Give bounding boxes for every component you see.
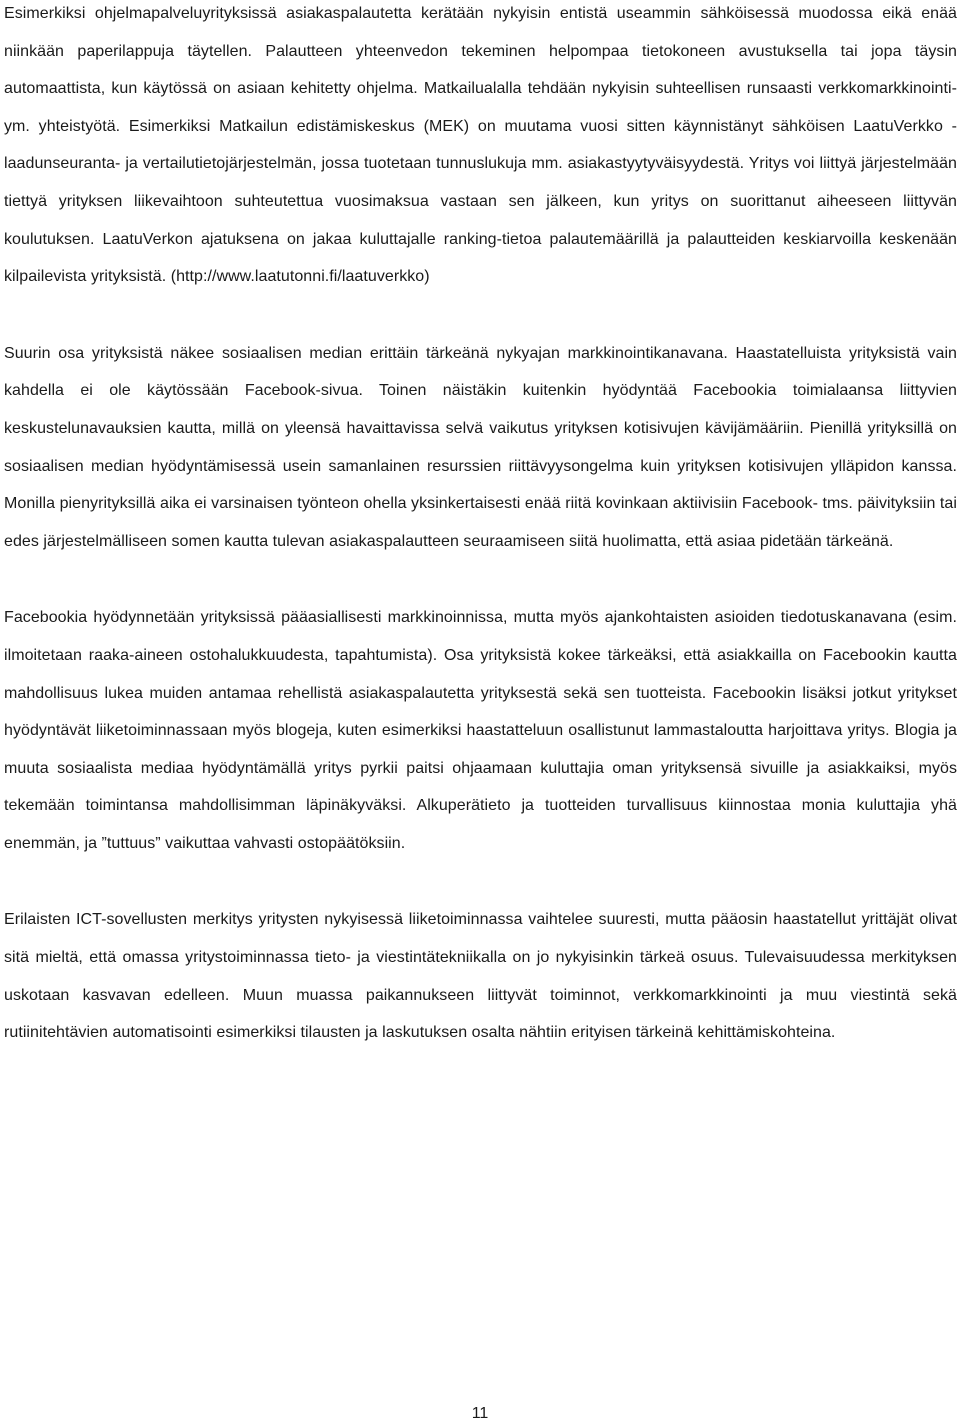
paragraph-facebook-usage: Facebookia hyödynnetään yrityksissä pääasiallisesti markkinoinnissa, mutta myös ajankohtaisten asioiden tiedotuskanavana (esim. ilmoitetaan raaka-aineen ostohalukkuudesta, tapahtumista). Osa yrityksistä kokee tärkeäksi, että asiakkailla on Facebookin kautta mahdollisuus lukea muiden antamaa rehellistä asiakaspalautetta yrityksestä sekä sen tuotteista. Facebookin lisäksi jotkut yritykset hyödyntävät liiketoiminnassaan myös blogeja, kuten esimerkiksi haastatteluun osallistunut lammastaloutta harjoittava yritys. Blogia ja muuta sosiaalista mediaa hyödyntämällä yritys pyrkii paitsi ohjaamaan kuluttajia oman yrityksensä sivuille ja asiakkaiksi, myös tekemään toimintansa mahdollisimman läpinäkyväksi. Alkuperätieto ja tuotteiden turvallisuus kiinnostaa monia kuluttajia yhä enemmän, ja ”tuttuus” vaikuttaa vahvasti ostopäätöksiin. — [4, 609, 957, 852]
document-body — [4, 0, 957, 1052]
page-number: 11 — [471, 1405, 489, 1422]
paragraph-gap — [4, 862, 957, 901]
paragraph-gap — [4, 296, 957, 335]
paragraph-feedback-collection: Esimerkiksi ohjelmapalveluyrityksissä asiakaspalautetta kerätään nykyisin entistä useammin sähköisessä muodossa eikä enää niinkään paperilappuja täytellen. Palautteen yhteenvedon tekeminen helpompaa tietokoneen avustuksella tai jopa täysin automaattista, kun käytössä on asiaan kehitetty ohjelma. Matkailualalla tehdään nykyisin suhteellisen runsaasti verkkomarkkinointi- ym. yhteistyötä. Esimerkiksi Matkailun edistämiskeskus (MEK) on muutama vuosi sitten käynnistänyt sähköisen LaatuVerkko -laadunseuranta- ja vertailutietojärjestelmän, jossa tuotetaan tunnuslukuja mm. asiakastyytyväisyydestä. Yritys voi liittyä järjestelmään tiettyä yrityksen liikevaihtoon suhteutettua vuosimaksua vastaan sen jälkeen, kun yritys on suorittanut aiheeseen liittyvän koulutuksen. LaatuVerkon ajatuksena on jakaa kuluttajalle ranking-tietoa palautemäärillä ja palautteiden keskiarvoilla keskenään kilpailevista yrityksistä. (http://www.laatutonni.fi/laatuverkko) — [4, 5, 957, 286]
paragraph-ict-applications: Erilaisten ICT-sovellusten merkitys yritysten nykyisessä liiketoiminnassa vaihtelee suuresti, mutta pääosin haastatellut yrittäjät olivat sitä mieltä, että omassa yritystoiminnassa tieto- ja viestintätekniikalla on jo nykyisinkin tärkeä osuus. Tulevaisuudessa merkityksen uskotaan kasvavan edelleen. Muun muassa paikannukseen liittyvät toiminnot, verkkomarkkinointi ja muu viestintä sekä rutiinitehtävien automatisointi esimerkiksi tilausten ja laskutuksen osalta nähtiin erityisen tärkeinä kehittämiskohteina. — [4, 911, 957, 1042]
paragraph-gap — [4, 560, 957, 599]
paragraph-social-media: Suurin osa yrityksistä näkee sosiaalisen median erittäin tärkeänä nykyajan markkinointikanavana. Haastatelluista yrityksistä vain kahdella ei ole käytössään Facebook-sivua. Toinen näistäkin kuitenkin hyödyntää Facebookia toimialaansa liittyvien keskustelunavauksien kautta, millä on yleensä havaittavissa selvä vaikutus yrityksen kotisivujen kävijämääriin. Pienillä yrityksillä on sosiaalisen median hyödyntämisessä usein samanlainen resurssien riittävyysongelma kuin yrityksen kotisivujen ylläpidon kanssa. Monilla pienyrityksillä aika ei varsinaisen työnteon ohella yksinkertaisesti enää riitä kovinkaan aktiivisiin Facebook- tms. päivityksiin tai edes järjestelmälliseen somen kautta tulevan asiakaspalautteen seuraamiseen siitä huolimatta, että asiaa pidetään tärkeänä. — [4, 344, 957, 550]
